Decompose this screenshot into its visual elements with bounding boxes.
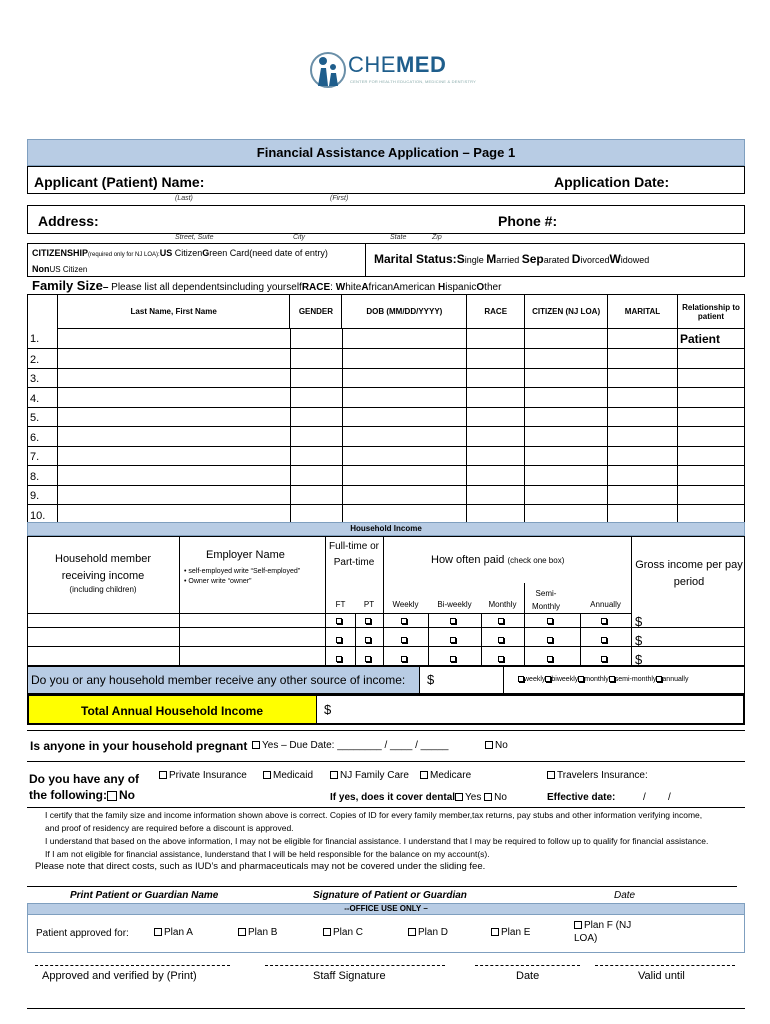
col-citizen: CITIZEN (NJ LOA): [525, 295, 608, 329]
frequency-checkbox[interactable]: [601, 656, 607, 662]
family-cell[interactable]: [677, 447, 744, 466]
application-date-label: Application Date:: [554, 174, 670, 190]
family-cell[interactable]: [57, 427, 290, 447]
citizenship-marital-row: [27, 243, 745, 277]
frequency-checkbox[interactable]: [601, 618, 607, 624]
monthly-col: Monthly: [488, 600, 517, 609]
total-income-dollar: $: [324, 702, 332, 717]
family-cell[interactable]: [467, 369, 525, 388]
frequency-checkbox[interactable]: [450, 618, 456, 624]
ft-pt-header: Full-time or Part-time: [328, 541, 379, 568]
family-cell: [28, 369, 58, 388]
patient-label: Patient: [679, 331, 720, 346]
family-cell: [28, 329, 58, 349]
semi-monthly-col: Semi-Monthly: [531, 589, 560, 611]
street-caption: Street, Suite: [175, 234, 214, 241]
family-row: [28, 447, 745, 466]
staff-signature-label: Staff Signature: [313, 970, 386, 982]
travelers-insurance-option[interactable]: Travelers Insurance:: [547, 770, 648, 781]
family-cell[interactable]: [525, 349, 608, 369]
family-logo-icon: [310, 48, 346, 92]
family-cell[interactable]: [290, 427, 342, 447]
plan-f-option[interactable]: Plan F (NJ LOA): [574, 920, 632, 944]
col-dob: DOB (MM/DD/YYYY): [342, 295, 467, 329]
family-cell[interactable]: [677, 388, 744, 408]
family-cell[interactable]: [290, 388, 342, 408]
plan-e-option[interactable]: Plan E: [491, 927, 530, 938]
family-cell[interactable]: [677, 408, 744, 427]
applicant-name-label: Applicant (Patient) Name:: [34, 174, 205, 190]
coverage-row: [27, 762, 745, 808]
logo-wordmark: CHEMED: [348, 52, 447, 77]
family-row: [28, 388, 745, 408]
frequency-checkbox[interactable]: [547, 637, 553, 643]
family-cell[interactable]: [525, 408, 608, 427]
family-cell: [28, 349, 58, 369]
family-cell[interactable]: [57, 349, 290, 369]
frequency-checkbox[interactable]: [365, 656, 371, 662]
family-cell[interactable]: [342, 349, 467, 369]
family-cell[interactable]: [290, 408, 342, 427]
approved-by-label: Approved and verified by (Print): [42, 970, 197, 982]
how-often-header: How often paid (check one box): [431, 554, 565, 566]
family-cell[interactable]: [467, 388, 525, 408]
logo-tagline: CENTER FOR HEALTH EDUCATION, MEDICINE & DENTISTRY: [350, 79, 477, 84]
frequency-checkbox[interactable]: [401, 637, 407, 643]
family-cell[interactable]: [608, 427, 678, 447]
family-cell[interactable]: [342, 427, 467, 447]
pt-col: PT: [363, 600, 375, 609]
family-cell: [28, 388, 58, 408]
employer-header: Employer Name: [206, 549, 285, 561]
frequency-checkbox[interactable]: [365, 618, 371, 624]
employer-notes: • self-employed write “Self-employed” • Owner write “owner”: [184, 568, 301, 585]
frequency-checkbox[interactable]: [336, 637, 342, 643]
family-row: [28, 486, 745, 505]
col-gender: GENDER: [290, 295, 342, 329]
page-title: Financial Assistance Application – Page 1: [27, 139, 745, 166]
family-cell: [28, 408, 58, 427]
date-label: Date: [614, 890, 636, 901]
pregnant-row: [27, 730, 745, 762]
family-rows: [27, 328, 745, 525]
household-income-header: Household Income: [27, 522, 745, 536]
print-name-label: Print Patient or Guardian Name: [70, 890, 219, 901]
family-cell[interactable]: [57, 466, 290, 486]
family-cell[interactable]: [342, 369, 467, 388]
family-row: [28, 427, 745, 447]
medicare-option[interactable]: Medicare: [420, 770, 471, 781]
effective-date-slashes[interactable]: / /: [643, 792, 671, 803]
col-relationship: Relationship to patient: [677, 295, 744, 329]
frequency-checkbox[interactable]: [547, 618, 553, 624]
plan-a-option[interactable]: Plan A: [154, 927, 193, 938]
family-row: [28, 408, 745, 427]
plan-c-option[interactable]: Plan C: [323, 927, 363, 938]
family-cell[interactable]: [467, 329, 525, 349]
last-caption: (Last): [175, 195, 193, 202]
total-income-label: Total Annual Household Income: [81, 704, 264, 718]
other-income-question: Do you or any household member receive any other source of income:: [31, 673, 406, 687]
family-cell[interactable]: [608, 388, 678, 408]
total-income-row: [27, 694, 745, 725]
applicant-name-field[interactable]: [27, 166, 745, 194]
family-row: [28, 466, 745, 486]
row-number: 5.: [30, 412, 40, 424]
col-race: RACE: [467, 295, 525, 329]
family-cell[interactable]: [342, 466, 467, 486]
frequency-checkbox[interactable]: [547, 656, 553, 662]
row-number: 3.: [30, 373, 40, 385]
family-row: [28, 369, 745, 388]
family-cell[interactable]: [467, 349, 525, 369]
family-cell[interactable]: [608, 369, 678, 388]
family-cell[interactable]: [290, 466, 342, 486]
coverage-question: Do you have any of the following: No: [29, 772, 140, 802]
family-cell[interactable]: [57, 369, 290, 388]
family-cell[interactable]: [342, 486, 467, 505]
family-cell[interactable]: [677, 369, 744, 388]
family-cell[interactable]: [467, 447, 525, 466]
family-cell[interactable]: [467, 486, 525, 505]
family-cell[interactable]: [467, 408, 525, 427]
family-cell[interactable]: [677, 329, 744, 349]
family-cell[interactable]: [290, 329, 342, 349]
family-cell[interactable]: [525, 388, 608, 408]
family-cell[interactable]: [525, 329, 608, 349]
family-cell[interactable]: [342, 447, 467, 466]
frequency-checkbox[interactable]: [498, 637, 504, 643]
row-number: 6.: [30, 431, 40, 444]
other-income-frequency[interactable]: weekly biweekly monthly semi-monthly annually: [518, 676, 688, 683]
office-use-header: --OFFICE USE ONLY –: [27, 903, 745, 915]
family-cell[interactable]: [290, 486, 342, 505]
family-cell[interactable]: [467, 466, 525, 486]
row-number: 2.: [30, 353, 40, 366]
row-number: 10.: [30, 509, 46, 522]
family-row: [28, 329, 745, 349]
frequency-checkbox[interactable]: [336, 656, 342, 662]
state-caption: State: [390, 234, 407, 241]
private-insurance-option[interactable]: Private Insurance: [159, 770, 247, 781]
zip-caption: Zip: [432, 234, 442, 241]
weekly-col: Weekly: [392, 600, 419, 609]
family-cell[interactable]: [342, 408, 467, 427]
family-cell[interactable]: [525, 369, 608, 388]
frequency-checkbox[interactable]: [601, 637, 607, 643]
family-cell[interactable]: [608, 408, 678, 427]
frequency-checkbox[interactable]: [450, 637, 456, 643]
pregnant-no-option[interactable]: No: [485, 740, 508, 751]
dental-question[interactable]: If yes, does it cover dental Yes No: [330, 792, 507, 803]
row-number: 7.: [30, 451, 40, 463]
family-cell[interactable]: [677, 427, 744, 447]
family-cell[interactable]: [57, 329, 290, 349]
biweekly-col: Bi-weekly: [437, 600, 472, 609]
gross-dollar[interactable]: $: [635, 614, 643, 629]
footer-date-label: Date: [516, 970, 540, 982]
frequency-checkbox[interactable]: [401, 656, 407, 662]
effective-date-label: Effective date:: [547, 792, 616, 803]
member-header: Household member receiving income: [55, 553, 151, 582]
gross-income-header: Gross income per pay period: [635, 559, 743, 588]
pregnant-question: Is anyone in your household pregnant: [30, 739, 248, 753]
family-cell[interactable]: [57, 408, 290, 427]
family-cell: [28, 427, 58, 447]
frequency-checkbox[interactable]: [336, 618, 342, 624]
family-cell[interactable]: [608, 329, 678, 349]
family-cell[interactable]: [290, 369, 342, 388]
plan-b-option[interactable]: Plan B: [238, 927, 277, 938]
family-cell[interactable]: [57, 447, 290, 466]
family-cell[interactable]: [290, 349, 342, 369]
row-number: 8.: [30, 470, 40, 483]
family-cell[interactable]: [57, 486, 290, 505]
frequency-checkbox[interactable]: [498, 656, 504, 662]
ft-col: FT: [335, 600, 346, 609]
annually-col: Annually: [590, 600, 621, 609]
gross-dollar[interactable]: $: [635, 652, 643, 667]
family-cell[interactable]: [290, 447, 342, 466]
phone-label: Phone #:: [498, 213, 558, 229]
patient-approved-label: Patient approved for:: [36, 928, 129, 939]
family-cell[interactable]: [677, 349, 744, 369]
pregnant-yes-option[interactable]: Yes – Due Date: ________ / ____ / _____: [252, 740, 448, 751]
plan-d-option[interactable]: Plan D: [408, 927, 448, 938]
sliding-fee-note: Please note that direct costs, such as IUD’s and pharmaceuticals may not be covered under the sliding fee.: [35, 861, 486, 872]
office-use-row: [27, 915, 745, 953]
family-cell[interactable]: [608, 486, 678, 505]
family-cell[interactable]: [677, 486, 744, 505]
family-cell[interactable]: [525, 447, 608, 466]
col-marital: MARITAL: [608, 295, 678, 329]
family-cell[interactable]: [525, 427, 608, 447]
family-cell[interactable]: [467, 427, 525, 447]
nj-family-care-option[interactable]: NJ Family Care: [330, 770, 409, 781]
row-number: 9.: [30, 490, 40, 502]
family-cell: [28, 486, 58, 505]
row-number: 4.: [30, 392, 40, 405]
member-subheader: (including children): [69, 585, 137, 594]
family-cell[interactable]: [608, 466, 678, 486]
citizenship-options[interactable]: CITIZENSHIP(required only for NJ LOA):US CitizenGreen Card(need date of entry) NonUS Citizen: [32, 248, 328, 274]
family-cell[interactable]: [608, 447, 678, 466]
frequency-checkbox[interactable]: [365, 637, 371, 643]
family-cell: [28, 447, 58, 466]
frequency-checkbox[interactable]: [401, 618, 407, 624]
family-cell[interactable]: [525, 486, 608, 505]
gross-dollar[interactable]: $: [635, 633, 643, 648]
family-cell[interactable]: [608, 349, 678, 369]
signature-label: Signature of Patient or Guardian: [313, 890, 467, 901]
address-label: Address:: [38, 213, 99, 229]
family-cell[interactable]: [677, 466, 744, 486]
chemed-logo: [310, 46, 477, 94]
other-income-row: [27, 666, 745, 694]
certification-text: I certify that the family size and income information shown above is correct. Copies of ID for every family member,tax returns, pay stubs and other information verifying income, and proof of residency are required before a discount is approved. I understand that based on the above information, I may not be eligible for financial assistance. I understand that I may be required to follow up to qualify for financial assistance. If I am not eligible for financial assistance, Iunderstand that I will be held responsible for the balance on my account(s).: [45, 810, 709, 859]
family-cell[interactable]: [525, 466, 608, 486]
family-cell[interactable]: [57, 388, 290, 408]
address-field[interactable]: [27, 205, 745, 234]
medicaid-option[interactable]: Medicaid: [263, 770, 313, 781]
col-name: Last Name, First Name: [57, 295, 290, 329]
city-caption: City: [293, 234, 306, 241]
other-income-dollar: $: [427, 672, 435, 687]
valid-until-label: Valid until: [638, 970, 685, 982]
family-cell[interactable]: [342, 388, 467, 408]
frequency-checkbox[interactable]: [498, 618, 504, 624]
family-row: [28, 349, 745, 369]
family-size-line: Family Size– Please list all dependentsincluding yourselfRACE: WhiteAfricanAmerican HispanicOther: [32, 278, 502, 293]
family-table: [27, 294, 745, 329]
first-caption: (First): [330, 195, 349, 202]
marital-status-options[interactable]: Marital Status:Single Married Separated DivorcedWidowed: [374, 252, 650, 266]
family-cell[interactable]: [342, 329, 467, 349]
family-cell: [28, 466, 58, 486]
frequency-checkbox[interactable]: [450, 656, 456, 662]
row-number: 1.: [30, 333, 40, 346]
